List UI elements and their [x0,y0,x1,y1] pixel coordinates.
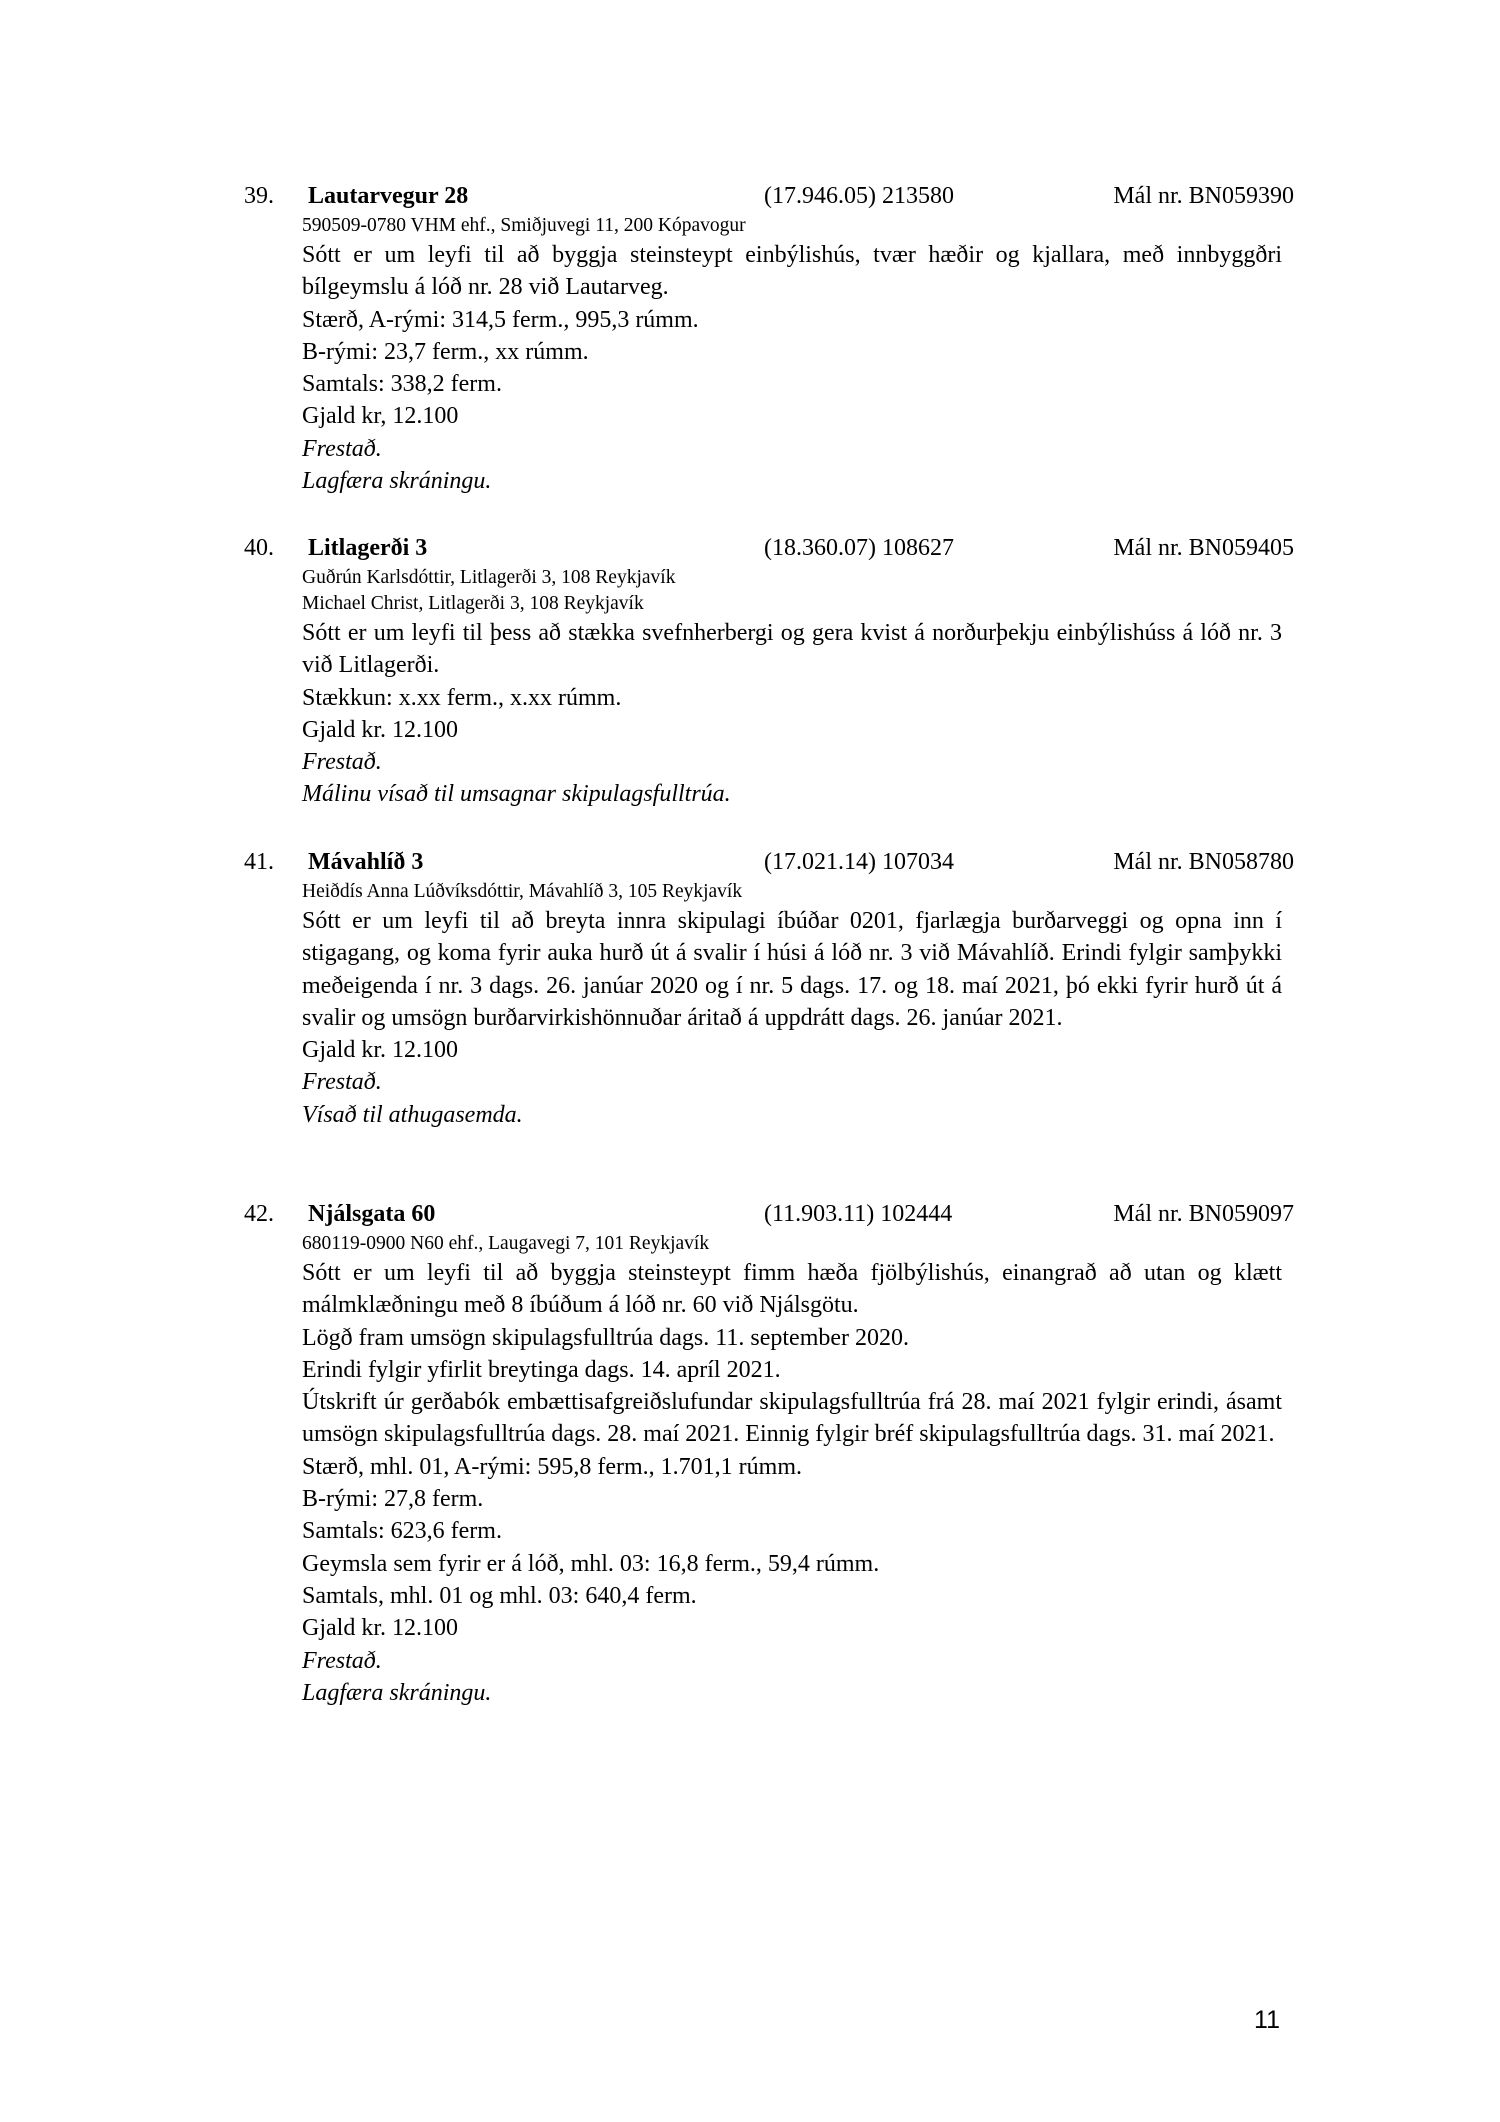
agenda-item [244,1198,1294,1709]
applicant: Michael Christ, Litlagerði 3, 108 Reykjavík [302,593,644,614]
fee-line: Gjald kr. 12.100 [302,1615,458,1642]
item-description: Sótt er um leyfi til að byggja steinsteypt einbýlishús, tvær hæðir og kjallara, með innbyggðri bílgeymslu á lóð nr. 28 við Lautarveg. [302,242,1282,301]
agenda-item [244,532,1294,811]
decision-line: Málinu vísað til umsagnar skipulagsfulltrúa. [302,781,731,808]
applicant: 680119-0900 N60 ehf., Laugavegi 7, 101 Reykjavík [302,1233,710,1254]
item-case-number: Mál nr. BN058780 [1113,849,1294,875]
item-property-ref: (18.360.07) 108627 [764,535,954,561]
decision-line: Frestað. [302,1647,382,1674]
item-number: 41. [244,849,274,875]
detail-line: Samtals, mhl. 01 og mhl. 03: 640,4 ferm. [302,1582,697,1609]
detail-line: Geymsla sem fyrir er á lóð, mhl. 03: 16,8 ferm., 59,4 rúmm. [302,1550,880,1577]
item-header [244,846,1294,879]
item-property-ref: (11.903.11) 102444 [764,1201,953,1227]
item-address: Litlagerði 3 [308,535,428,561]
decision-line: Frestað. [302,749,382,776]
item-address: Lautarvegur 28 [308,183,469,209]
item-body [302,1231,1282,1709]
fee-line: Gjald kr. 12.100 [302,1037,458,1064]
item-header [244,180,1294,213]
item-header [244,1198,1294,1231]
fee-line: Gjald kr, 12.100 [302,403,459,430]
decision-line: Frestað. [302,1069,382,1096]
decision-line: Lagfæra skráningu. [302,468,492,495]
applicant: Heiðdís Anna Lúðvíksdóttir, Mávahlíð 3, 105 Reykjavík [302,881,743,902]
item-body [302,879,1282,1131]
detail-line: Stækkun: x.xx ferm., x.xx rúmm. [302,684,622,711]
item-case-number: Mál nr. BN059390 [1113,183,1294,209]
page-number: 11 [1254,2006,1280,2034]
decision-line: Lagfæra skráningu. [302,1679,492,1706]
agenda-item [244,846,1294,1131]
item-description: Sótt er um leyfi til að breyta innra skipulagi íbúðar 0201, fjarlægja burðarveggi og opna inn í stigagang, og koma fyrir auka hurð út á svalir í húsi á lóð nr. 3 við Mávahlíð. Erindi fylgir samþykki meðeigenda í nr. 3 dags. 26. janúar 2020 og í nr. 5 dags. 17. og 18. maí 2021, þó ekki fyrir hurð út á svalir og umsögn burðarvirkishönnuðar áritað á uppdrátt dags. 26. janúar 2021. [302,908,1282,1031]
agenda-item [244,180,1294,497]
detail-line: Samtals: 623,6 ferm. [302,1518,502,1545]
item-address: Njálsgata 60 [308,1201,436,1227]
detail-line: B-rými: 27,8 ferm. [302,1486,484,1513]
item-property-ref: (17.021.14) 107034 [764,849,954,875]
item-description: Sótt er um leyfi til að byggja steinsteypt fimm hæða fjölbýlishús, einangrað að utan og klætt málmklæðningu með 8 íbúðum á lóð nr. 60 við Njálsgötu. [302,1260,1282,1319]
item-header [244,532,1294,565]
item-number: 40. [244,535,274,561]
detail-line: Samtals: 338,2 ferm. [302,371,502,398]
item-number: 42. [244,1201,274,1227]
applicant: 590509-0780 VHM ehf., Smiðjuvegi 11, 200 Kópavogur [302,215,746,236]
detail-line: Stærð, mhl. 01, A-rými: 595,8 ferm., 1.701,1 rúmm. [302,1453,802,1480]
applicant: Guðrún Karlsdóttir, Litlagerði 3, 108 Reykjavík [302,567,676,588]
item-case-number: Mál nr. BN059405 [1113,535,1294,561]
item-description: Sótt er um leyfi til þess að stækka svefnherbergi og gera kvist á norðurþekju einbýlishúss á lóð nr. 3 við Litlagerði. [302,620,1282,679]
decision-line: Vísað til athugasemda. [302,1101,523,1128]
extract-paragraph: Útskrift úr gerðabók embættisafgreiðslufundar skipulagsfulltrúa frá 28. maí 2021 fylgir erindi, ásamt umsögn skipulagsfulltrúa dags. 28. maí 2021. Einnig fylgir bréf skipulagsfulltrúa dags. 31. maí 2021. [302,1389,1282,1448]
note-line: Lögð fram umsögn skipulagsfulltrúa dags. 11. september 2020. [302,1324,910,1351]
detail-line: Stærð, A-rými: 314,5 ferm., 995,3 rúmm. [302,306,699,333]
fee-line: Gjald kr. 12.100 [302,716,458,743]
decision-line: Frestað. [302,435,382,462]
item-property-ref: (17.946.05) 213580 [764,183,954,209]
detail-line: B-rými: 23,7 ferm., xx rúmm. [302,338,589,365]
note-line: Erindi fylgir yfirlit breytinga dags. 14. apríl 2021. [302,1356,781,1383]
item-number: 39. [244,183,274,209]
item-address: Mávahlíð 3 [308,849,424,875]
item-body [302,565,1282,811]
item-body [302,213,1282,497]
item-case-number: Mál nr. BN059097 [1113,1201,1294,1227]
